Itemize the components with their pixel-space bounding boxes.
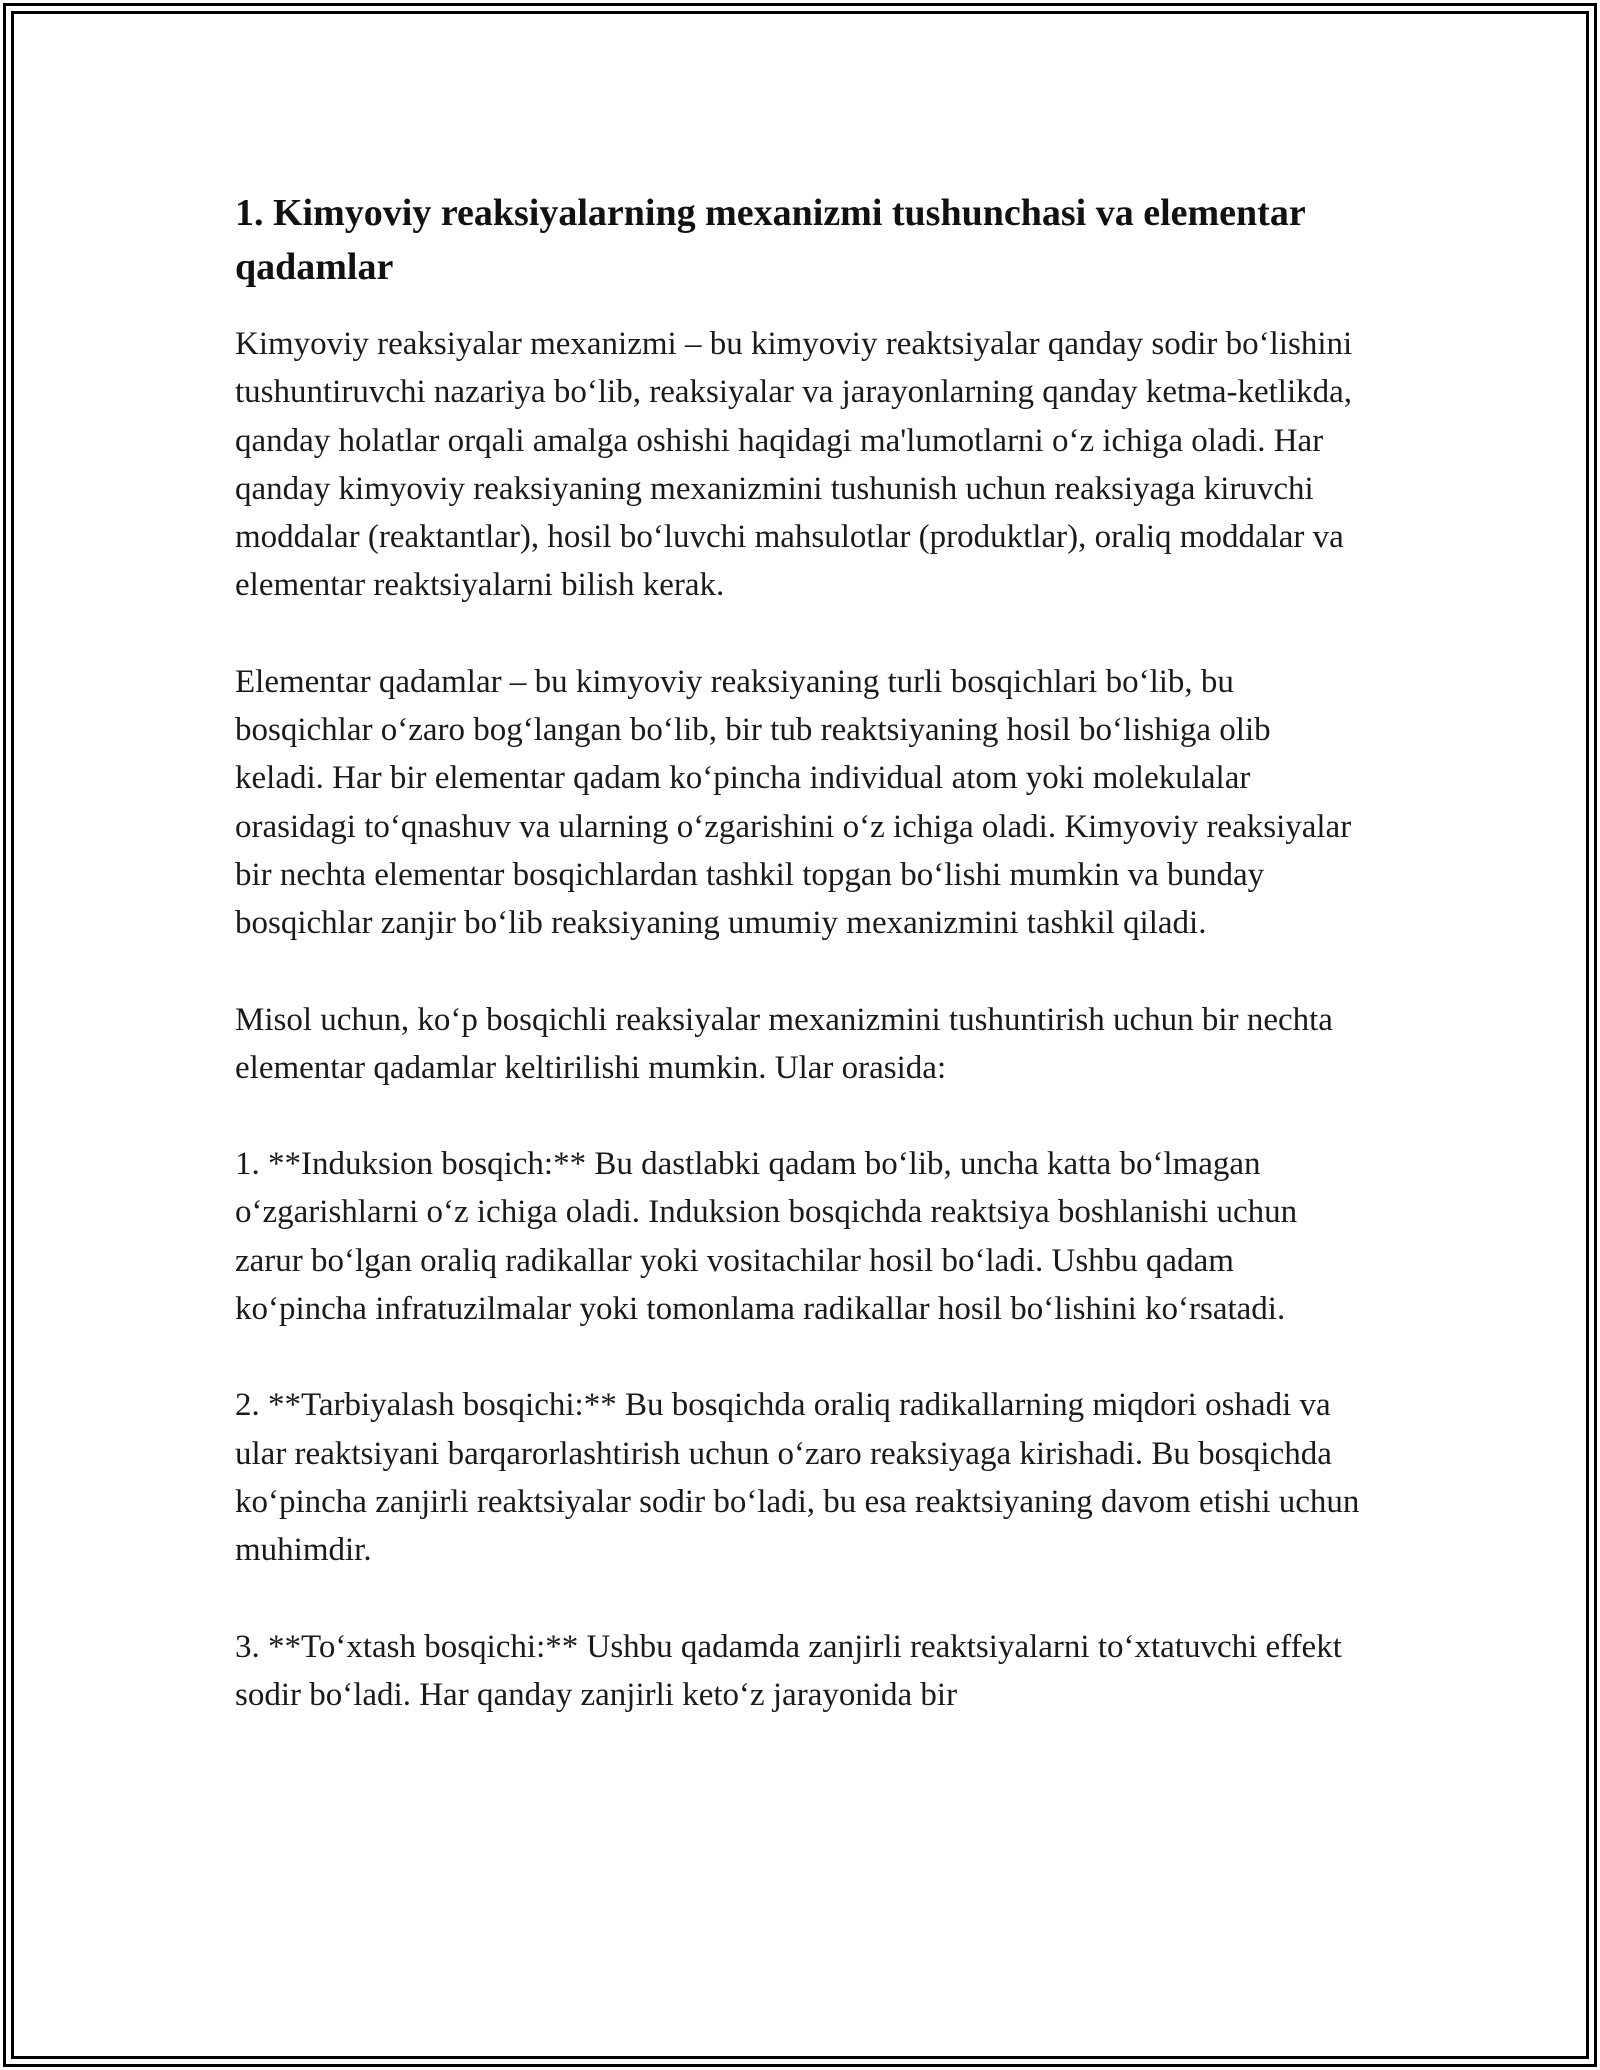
- paragraph-induction-step: 1. **Induksion bosqich:** Bu dastlabki qadam bo‘lib, uncha katta bo‘lmagan o‘zgarishlarni o‘z ichiga oladi. Induksion bosqichda reaktsiya boshlanishi uchun zarur bo‘lgan oraliq radikallar yoki vositachilar hosil bo‘ladi. Ushbu qadam ko‘pincha infratuzilmalar yoki tomonlama radikallar hosil bo‘lishini ko‘rsatadi.: [235, 1146, 1298, 1328]
- paragraph-termination-step: 3. **To‘xtash bosqichi:** Ushbu qadamda zanjirli reaktsiyalarni to‘xtatuvchi effekt sodir bo‘ladi. Har qanday zanjirli keto‘z jarayonida bir: [235, 1628, 1342, 1713]
- paragraph-mechanism-definition: Kimyoviy reaksiyalar mexanizmi – bu kimyoviy reaktsiyalar qanday sodir bo‘lishini tushuntiruvchi nazariya bo‘lib, reaksiyalar va jarayonlarning qanday ketma-ketlikda, qanday holatlar orqali amalga oshishi haqidagi ma'lumotlarni o‘z ichiga oladi. Har qanday kimyoviy reaksiyaning mexanizmini tushunish uchun reaksiyaga kiruvchi moddalar (reaktantlar), hosil bo‘luvchi mahsulotlar (produktlar), oraliq moddalar va elementar reaktsiyalarni bilish kerak.: [235, 326, 1353, 604]
- document-body: [235, 186, 1365, 1767]
- paragraph-elementary-steps: Elementar qadamlar – bu kimyoviy reaksiyaning turli bosqichlari bo‘lib, bu bosqichlar o‘zaro bog‘langan bo‘lib, bir tub reaktsiyaning hosil bo‘lishiga olib keladi. Har bir elementar qadam ko‘pincha individual atom yoki molekulalar orasidagi to‘qnashuv va ularning o‘zgarishini o‘z ichiga oladi. Kimyoviy reaksiyalar bir nechta elementar bosqichlardan tashkil topgan bo‘lishi mumkin va bunday bosqichlar zanjir bo‘lib reaksiyaning umumiy mexanizmini tashkil qiladi.: [235, 663, 1352, 942]
- section-heading: 1. Kimyoviy reaksiyalarning mexanizmi tushunchasi va elementar qadamlar: [235, 192, 1305, 288]
- paragraph-example-intro: Misol uchun, ko‘p bosqichli reaksiyalar mexanizmini tushuntirish uchun bir nechta elementar qadamlar keltirilishi mumkin. Ular orasida:: [235, 1001, 1333, 1086]
- paragraph-propagation-step: 2. **Tarbiyalash bosqichi:** Bu bosqichda oraliq radikallarning miqdori oshadi va ular reaktsiyani barqarorlashtirish uchun o‘zaro reaksiyaga kirishadi. Bu bosqichda ko‘pincha zanjirli reaktsiyalar sodir bo‘ladi, bu esa reaktsiyaning davom etishi uchun muhimdir.: [235, 1387, 1360, 1569]
